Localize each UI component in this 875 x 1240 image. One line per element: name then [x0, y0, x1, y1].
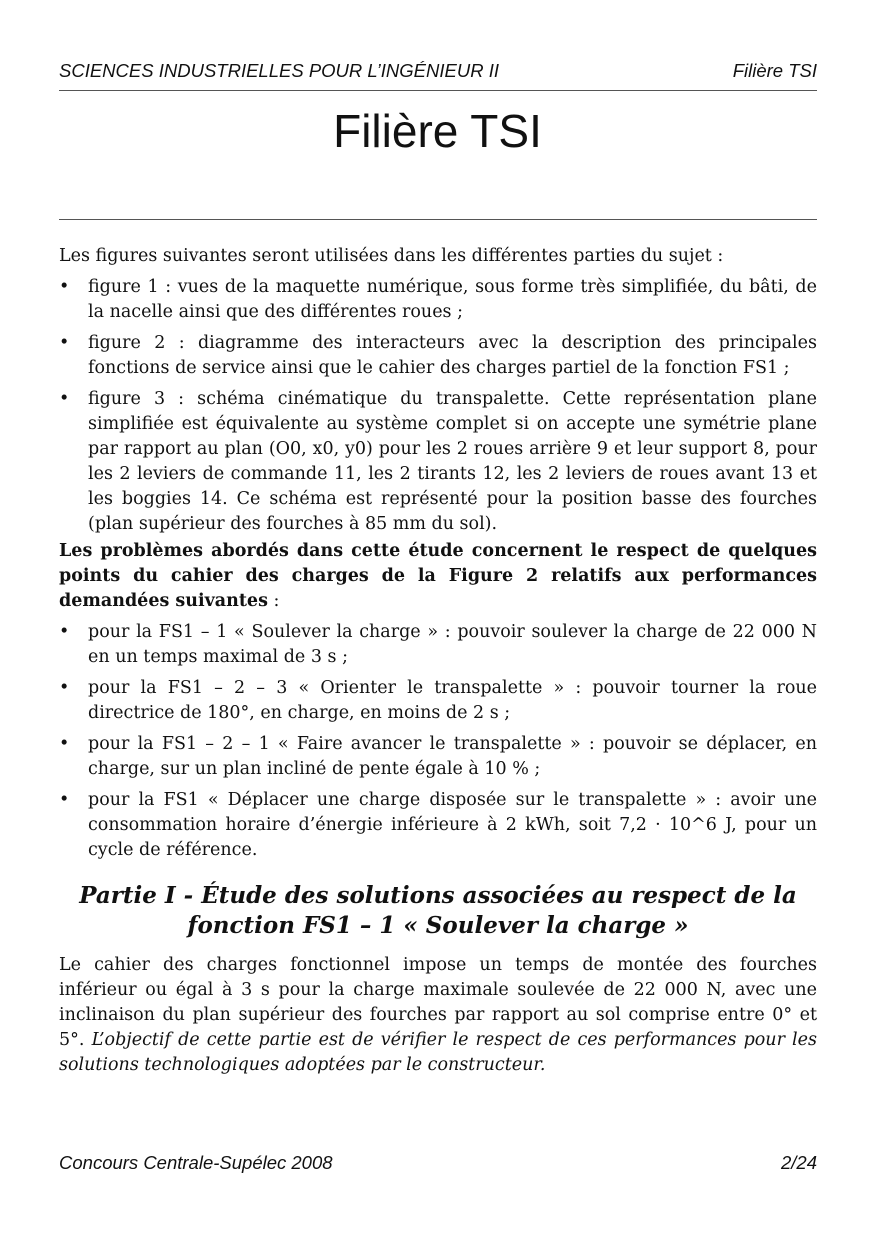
running-header [59, 56, 817, 91]
problems-list [59, 620, 817, 863]
list-item: • pour la FS1 – 1 « Soulever la charge » : pouvoir soulever la charge de 22 000 N en un temps maximal de 3 s ; [59, 622, 817, 667]
closing-paragraph: Le cahier des charges fonctionnel impose un temps de montée des fourches inférieur ou égal à 3 s pour la charge maximale soulevée de 22 000 N, avec une inclinaison du plan supérieur des fourches par rapport au sol comprise entre 0° et 5°. L’objectif de cette partie est de vérifier le respect de ces performances pour les solutions technologiques adoptées par le constructeur. [59, 955, 817, 1075]
figures-list [59, 275, 817, 537]
section-heading: Partie I - Étude des solutions associées au respect de la fonction FS1 – 1 « Soulever la charge » [79, 882, 797, 939]
main-content [59, 244, 817, 1078]
list-item: • figure 2 : diagramme des interacteurs avec la description des principales fonctions de service ainsi que le cahier des charges partiel de la fonction FS1 ; [59, 333, 817, 378]
list-item: • pour la FS1 – 2 – 1 « Faire avancer le transpalette » : pouvoir se déplacer, en charge, sur un plan incliné de pente égale à 10 % ; [59, 734, 817, 779]
page-title: Filière TSI [333, 105, 542, 157]
problems-intro: Les problèmes abordés dans cette étude concernent le respect de quelques points du cahier des charges de la Figure 2 relatifs aux performances demandées suivantes : [59, 541, 817, 611]
list-item: • figure 3 : schéma cinématique du transpalette. Cette représentation plane simplifiée est équivalente au système complet si on accepte une symétrie plane par rapport au plan (O0, x0, y0) pour les 2 roues arrière 9 et leur support 8, pour les 2 leviers de commande 11, les 2 tirants 12, les 2 leviers de roues avant 13 et les boggies 14. Ce schéma est représenté pour la position basse des fourches (plan supérieur des fourches à 85 mm du sol). [59, 389, 817, 534]
header-right: Filière TSI [732, 60, 817, 81]
list-item: • pour la FS1 – 2 – 3 « Orienter le transpalette » : pouvoir tourner la roue directrice de 180°, en charge, en moins de 2 s ; [59, 678, 817, 723]
bullet-icon: • [59, 678, 70, 698]
page-number: 2/24 [780, 1152, 817, 1173]
footer-left: Concours Centrale-Supélec 2008 [59, 1152, 333, 1173]
bullet-icon: • [59, 389, 70, 409]
page-footer [59, 1152, 817, 1174]
intro-text: Les figures suivantes seront utilisées dans les différentes parties du sujet : [59, 246, 724, 266]
bullet-icon: • [59, 333, 70, 353]
bullet-icon: • [59, 734, 70, 754]
list-item: • figure 1 : vues de la maquette numérique, sous forme très simplifiée, du bâti, de la nacelle ainsi que des différentes roues ; [59, 277, 817, 322]
header-left: SCIENCES INDUSTRIELLES POUR L’INGÉNIEUR II [59, 60, 499, 81]
bullet-icon: • [59, 790, 70, 810]
list-item: • pour la FS1 « Déplacer une charge disposée sur le transpalette » : avoir une consommation horaire d’énergie inférieure à 2 kWh, soit 7,2 · 10^6 J, pour un cycle de référence. [59, 790, 817, 860]
bullet-icon: • [59, 277, 70, 297]
bullet-icon: • [59, 622, 70, 642]
title-divider [59, 219, 817, 220]
